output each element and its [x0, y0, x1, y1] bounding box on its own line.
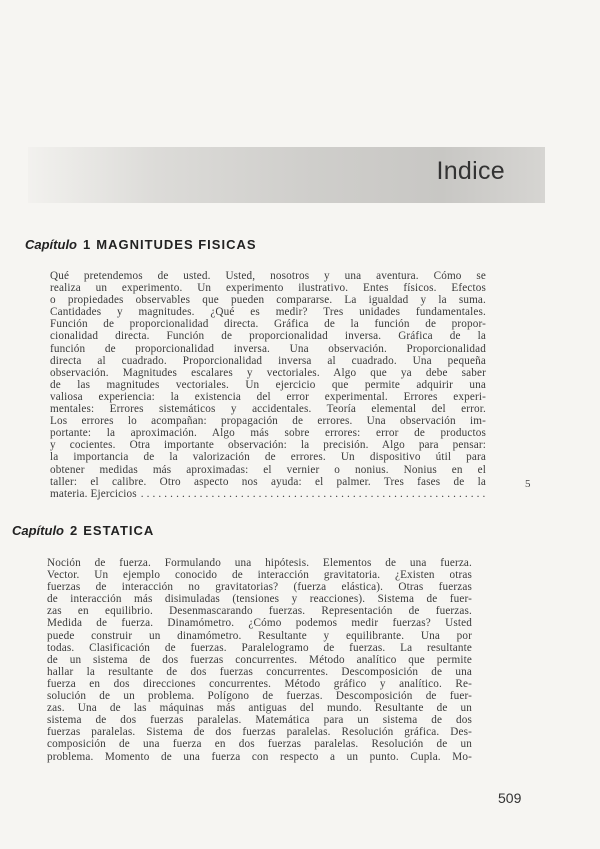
- summary-line: de las magnitudes vectoriales. Un ejercicio que permite adquirir una: [50, 378, 486, 391]
- summary-line: valiosa experiencia: la existencia del error experimental. Errores experi-: [50, 390, 486, 403]
- index-title: Indice: [436, 157, 505, 185]
- summary-line: Noción de fuerza. Formulando una hipótesis. Elementos de una fuerza.: [47, 557, 472, 569]
- summary-line: cionalidad directa. Función de proporcionalidad inversa. Gráfica de la: [50, 330, 486, 343]
- chapter-label: Capítulo: [25, 237, 77, 252]
- summary-line: Cantidades y magnitudes. ¿Qué es medir? Tres unidades fundamentales.: [50, 306, 486, 319]
- chapter-2-heading: [0, 523, 600, 538]
- summary-line: fuerza en dos direcciones concurrentes. Método gráfico y analítico. Re-: [47, 677, 472, 690]
- summary-line: realiza un experimento. Un experimento ilustrativo. Entes físicos. Efectos: [50, 282, 486, 295]
- chapter-2-summary: [47, 557, 472, 763]
- summary-line: directa al cuadrado. Proporcionalidad inversa al cuadrado. Una pequeña: [50, 354, 486, 367]
- summary-line: zas en equilibrio. Desenmascarando fuerzas. Representación de fuerzas.: [47, 605, 472, 618]
- summary-line: de interacción más disimuladas (tensiones y reacciones). Sistema de fuer-: [47, 593, 472, 606]
- summary-line: o propiedades observables que pueden compararse. La igualdad y la suma.: [50, 294, 486, 307]
- summary-final-line: [50, 488, 486, 500]
- summary-line: observación. Magnitudes escalares y vectoriales. Algo que ya debe saber: [50, 366, 486, 379]
- chapter-1-page-ref: 5: [525, 478, 531, 490]
- leader-dots: [141, 488, 486, 500]
- summary-line: zas. Una de las máquinas más antiguas del mundo. Resultante de un: [47, 702, 472, 715]
- chapter-label: Capítulo: [12, 523, 64, 538]
- summary-line: Qué pretendemos de usted. Usted, nosotros y una aventura. Cómo se: [50, 270, 486, 282]
- summary-line: taller: el calibre. Otro aspecto nos ayuda: el palmer. Tres fases de la: [50, 475, 486, 488]
- chapter-title: ESTATICA: [83, 523, 155, 538]
- summary-line: Vector. Un ejemplo conocido de interacción gravitatoria. ¿Existen otras: [47, 569, 472, 582]
- summary-line: mentales: Errores sistemáticos y accidentales. Teoría elemental del error.: [50, 403, 486, 416]
- summary-line: Función de proporcionalidad directa. Gráfica de la función de propor-: [50, 318, 486, 331]
- summary-line: hallar la resultante de dos fuerzas concurrentes. Descomposición de una: [47, 665, 472, 678]
- summary-line: sistema de dos fuerzas paralelas. Matemática para un sistema de dos: [47, 714, 472, 727]
- summary-line: fuerzas de interacción no gravitatorias? (fuerza elástica). Otras fuerzas: [47, 581, 472, 594]
- summary-line: todas. Clasificación de fuerzas. Paralelogramo de fuerzas. La resultante: [47, 641, 472, 654]
- summary-line: de un sistema de dos fuerzas concurrentes. Método analítico que permite: [47, 653, 472, 666]
- page-number: 509: [498, 790, 522, 806]
- summary-line: obtener medidas más aproximadas: el vernier o nonius. Nonius en el: [50, 463, 486, 476]
- summary-line: solución de un problema. Polígono de fuerzas. Descomposición de fuer-: [47, 690, 472, 703]
- summary-line: fuerzas paralelas. Sistema de dos fuerzas paralelas. Resolución gráfica. Des-: [47, 726, 472, 739]
- summary-line: portante: la aproximación. Algo más sobre errores: error de productos: [50, 427, 486, 440]
- summary-line: puede construir un dinamómetro. Resultante y equilibrante. Una por: [47, 629, 472, 642]
- summary-line: función de proporcionalidad inversa. Una observación. Proporcionalidad: [50, 342, 486, 355]
- summary-line: materia. Ejercicios: [50, 487, 137, 500]
- summary-line: Medida de fuerza. Dinamómetro. ¿Cómo podemos medir fuerzas? Usted: [47, 617, 472, 630]
- chapter-1-heading: [0, 237, 600, 252]
- chapter-number: 2: [70, 523, 78, 538]
- summary-line: Los errores lo acompañan: propagación de errores. Una observación im-: [50, 415, 486, 428]
- chapter-number: 1: [83, 237, 91, 252]
- summary-line: y cocientes. Otra importante observación: la precisión. Algo para pensar:: [50, 439, 486, 452]
- chapter-1-summary: [50, 270, 486, 500]
- summary-line: problema. Momento de una fuerza con respecto a un punto. Cupla. Mo-: [47, 750, 472, 763]
- summary-line: la importancia de la valorización de errores. Un dispositivo útil para: [50, 451, 486, 464]
- chapter-title: MAGNITUDES FISICAS: [96, 237, 257, 252]
- index-banner: [28, 147, 545, 203]
- summary-line: composición de una fuerza en dos fuerzas paralelas. Resolución de un: [47, 738, 472, 751]
